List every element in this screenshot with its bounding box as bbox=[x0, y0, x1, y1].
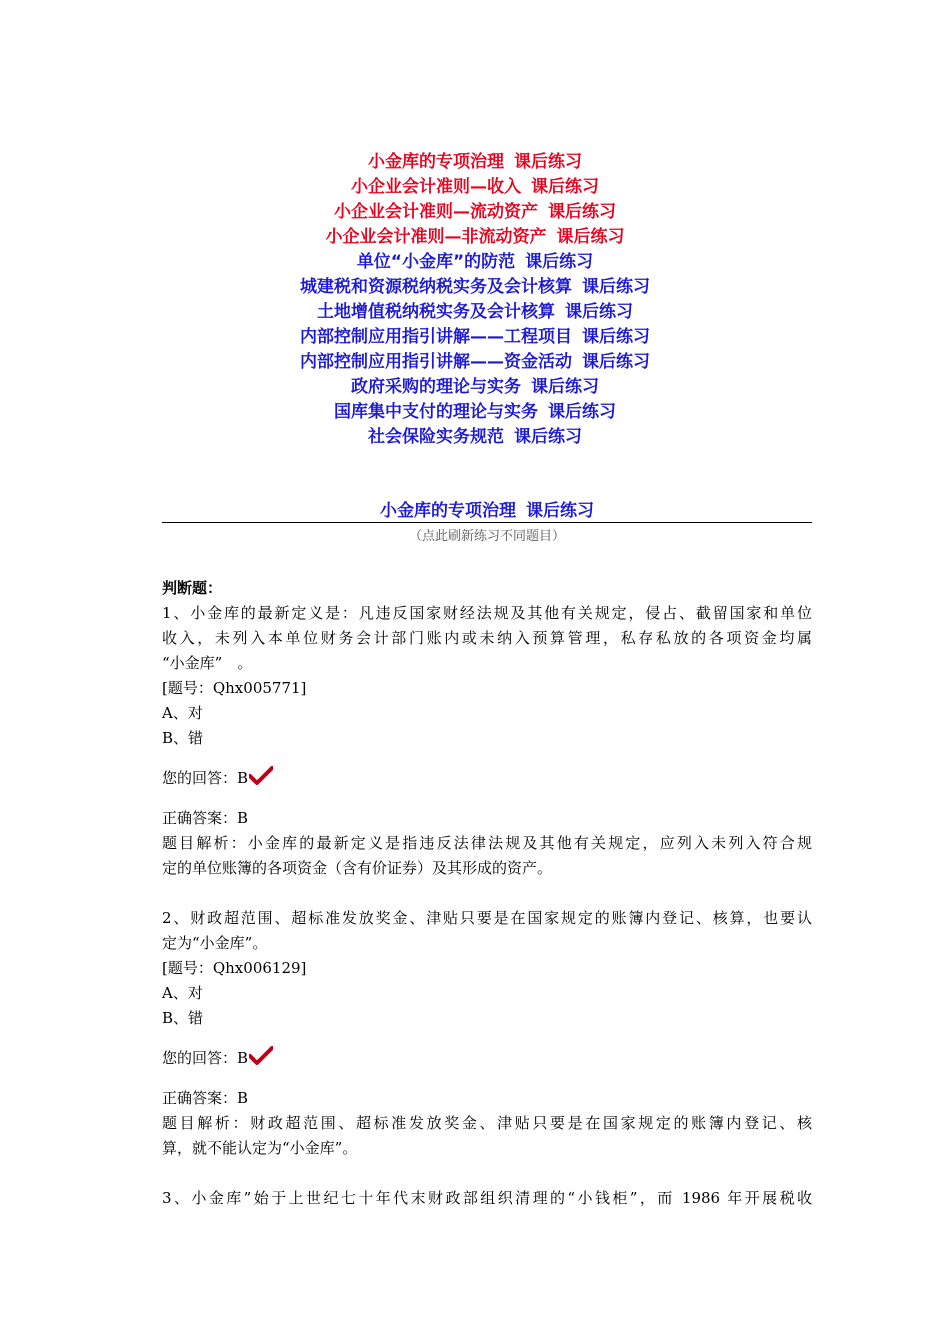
question-2-correct-answer: 正确答案：B bbox=[162, 1089, 249, 1107]
question-2-option-a[interactable]: A、对 bbox=[162, 984, 203, 1002]
question-1-text-line-1: 1、小金库的最新定义是：凡违反国家财经法规及其他有关规定，侵占、截留国家和单位 bbox=[162, 604, 812, 622]
toc-link-1[interactable]: 小金库的专项治理 课后练习 bbox=[368, 152, 582, 172]
toc-link-10[interactable]: 政府采购的理论与实务 课后练习 bbox=[351, 377, 599, 397]
check-mark-icon bbox=[249, 766, 273, 786]
question-1 bbox=[162, 601, 812, 881]
toc-link-4[interactable]: 小企业会计准则—非流动资产 课后练习 bbox=[325, 227, 625, 247]
question-1-text-line-3: “小金库” 。 bbox=[162, 654, 253, 672]
toc-link-3[interactable]: 小企业会计准则—流动资产 课后练习 bbox=[334, 202, 616, 222]
toc-link-6[interactable]: 城建税和资源税纳税实务及会计核算 课后练习 bbox=[300, 277, 650, 297]
question-3-text-line-1: 3、小金库”始于上世纪七十年代末财政部组织清理的“小钱柜”，而 1986 年开展税收 bbox=[162, 1189, 812, 1207]
section-title: 小金库的专项治理 课后练习 bbox=[380, 501, 594, 521]
toc-link-11[interactable]: 国库集中支付的理论与实务 课后练习 bbox=[334, 402, 616, 422]
question-2-your-answer: 您的回答：B bbox=[162, 1046, 812, 1071]
question-2-id: [题号：Qhx006129] bbox=[162, 959, 307, 977]
question-2-option-b[interactable]: B、错 bbox=[162, 1009, 204, 1027]
toc-link-7[interactable]: 土地增值税纳税实务及会计核算 课后练习 bbox=[317, 302, 633, 322]
question-2 bbox=[162, 906, 812, 1161]
question-2-analysis-line-1: 题目解析：财政超范围、超标准发放奖金、津贴只要是在国家规定的账簿内登记、核 bbox=[162, 1114, 812, 1132]
question-1-id: [题号：Qhx005771] bbox=[162, 679, 307, 697]
question-2-text-line-2: 定为“小金库”。 bbox=[162, 934, 268, 952]
question-1-text-line-2: 收入，未列入本单位财务会计部门账内或未纳入预算管理，私存私放的各项资金均属 bbox=[162, 629, 812, 647]
question-type-label: 判断题： bbox=[162, 579, 223, 597]
question-content bbox=[162, 576, 812, 1211]
question-3 bbox=[162, 1186, 812, 1211]
question-1-analysis-line-2: 定的单位账簿的各项资金（含有价证券）及其形成的资产。 bbox=[162, 859, 553, 877]
check-mark-icon bbox=[249, 1046, 273, 1066]
toc-link-2[interactable]: 小企业会计准则—收入 课后练习 bbox=[351, 177, 599, 197]
question-2-text-line-1: 2、财政超范围、超标准发放奖金、津贴只要是在国家规定的账簿内登记、核算，也要认 bbox=[162, 909, 812, 927]
question-1-option-a[interactable]: A、对 bbox=[162, 704, 203, 722]
question-1-your-answer: 您的回答：B bbox=[162, 766, 812, 791]
toc-link-12[interactable]: 社会保险实务规范 课后练习 bbox=[368, 427, 582, 447]
toc-link-5[interactable]: 单位“小金库”的防范 课后练习 bbox=[356, 252, 594, 272]
question-1-analysis-line-1: 题目解析：小金库的最新定义是指违反法律法规及其他有关规定，应列入未列入符合规 bbox=[162, 834, 812, 852]
question-1-correct-answer: 正确答案：B bbox=[162, 809, 249, 827]
toc-link-9[interactable]: 内部控制应用指引讲解——资金活动 课后练习 bbox=[300, 352, 650, 372]
toc-link-8[interactable]: 内部控制应用指引讲解——工程项目 课后练习 bbox=[300, 327, 650, 347]
section-divider bbox=[162, 522, 812, 523]
question-2-analysis-line-2: 算，就不能认定为“小金库”。 bbox=[162, 1139, 358, 1157]
question-1-option-b[interactable]: B、错 bbox=[162, 729, 204, 747]
course-link-list bbox=[0, 150, 950, 450]
refresh-questions-link[interactable]: （点此刷新练习不同题目） bbox=[408, 529, 565, 544]
